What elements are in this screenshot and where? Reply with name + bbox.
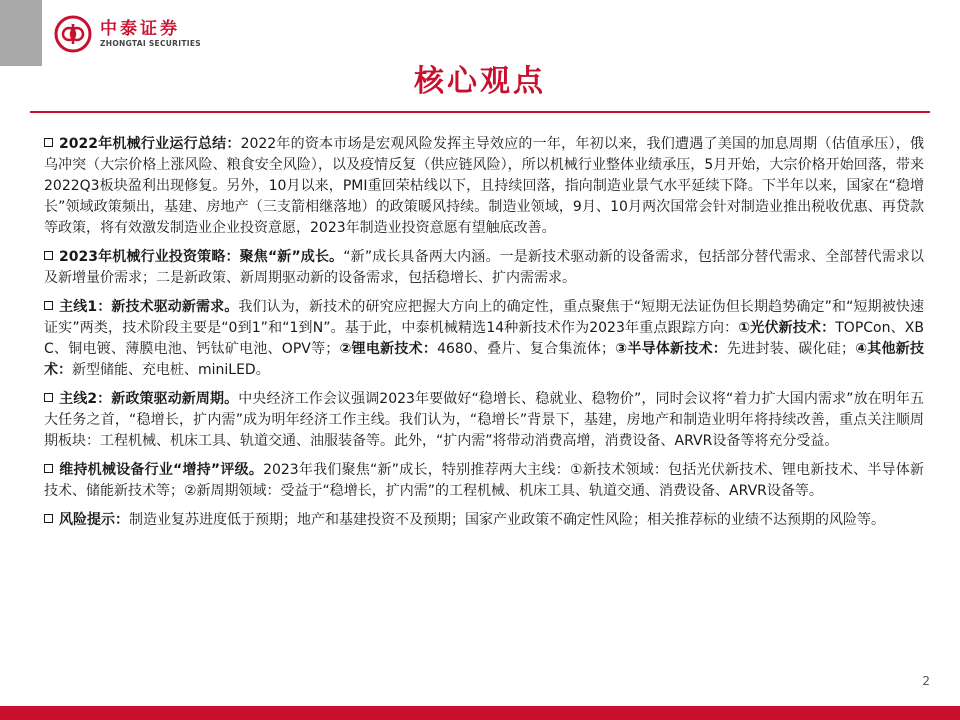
- section-2022-summary: [44, 134, 924, 239]
- title-divider: [30, 111, 930, 113]
- section-lead: 主线2：新政策驱动新周期。: [59, 391, 239, 407]
- section-lead: 2023年机械行业投资策略：聚焦“新”成长。: [59, 249, 344, 265]
- tech-category-pv: ①光伏新技术：: [738, 320, 836, 336]
- section-body-part: 先进封装、碳化硅；: [727, 341, 855, 357]
- square-bullet-icon: [44, 251, 53, 260]
- section-2023-strategy: [44, 247, 924, 289]
- tech-category-semiconductor: ③半导体新技术：: [615, 341, 728, 357]
- square-bullet-icon: [44, 138, 53, 147]
- section-body: 制造业复苏进度低于预期；地产和基建投资不及预期；国家产业政策不确定性风险；相关推荐标的业绩不达预期的风险等。: [129, 512, 885, 528]
- section-body: 中央经济工作会议强调2023年要做好“稳增长、稳就业、稳物价”，同时会议将“着力扩大国内需求”放在明年五大任务之首，“稳增长，扩内需”成为明年经济工作主线。我们认为，“稳增长”背景下，基建，房地产和制造业明年将持续改善，重点关注顺周期板块：工程机械、机床工具、轨道交通、油服装备等。此外，“扩内需”将带动消费高增，消费设备、ARVR设备等将充分受益。: [44, 391, 924, 449]
- section-body-part: 新型储能、充电桩、miniLED。: [72, 362, 270, 378]
- logo-chinese-name: 中泰证券: [100, 19, 180, 39]
- page-number: 2: [922, 674, 930, 688]
- section-risk: [44, 510, 924, 531]
- section-lead: 2022年机械行业运行总结：: [59, 136, 241, 152]
- section-rating: [44, 460, 924, 502]
- square-bullet-icon: [44, 514, 53, 523]
- company-logo: [54, 14, 201, 54]
- tech-category-other: ④其他新技术：: [44, 341, 924, 378]
- tech-category-lithium: ②锂电新技术：: [339, 341, 438, 357]
- square-bullet-icon: [44, 301, 53, 310]
- section-lead: 维持机械设备行业“增持”评级。: [59, 462, 264, 478]
- section-body: “新”成长具备两大内涵。一是新技术驱动新的设备需求，包括部分替代需求、全部替代需求以及新增量价需求；二是新政策、新周期驱动新的设备需求，包括稳增长、扩内需需求。: [44, 249, 924, 286]
- section-body-part: 4680、叠片、复合集流体；: [437, 341, 616, 357]
- section-lead: 风险提示：: [59, 512, 129, 528]
- section-mainline-2: [44, 389, 924, 452]
- section-mainline-1: [44, 297, 924, 381]
- footer-bar: [0, 706, 960, 720]
- logo-english-name: ZHONGTAI SECURITIES: [100, 39, 201, 48]
- square-bullet-icon: [44, 393, 53, 402]
- header-accent-bar: [0, 0, 42, 66]
- section-body-part: 我们认为，新技术的研究应把握大方向上的确定性，重点聚焦于“短期无法证伪但长期趋势确定”和“短期被快速证实”两类，技术阶段主要是“0到1”和“1到N”。基于此，中泰机械精选14种新技术作为2023年重点跟踪方向：: [44, 299, 924, 336]
- square-bullet-icon: [44, 464, 53, 473]
- section-body-part: TOPCon、XBC、铜电镀、薄膜电池、钙钛矿电池、OPV等；: [44, 320, 924, 357]
- section-body: 2023年我们聚焦“新”成长，特别推荐两大主线：①新技术领域：包括光伏新技术、锂电新技术、半导体新技术、储能新技术等；②新周期领域：受益于“稳增长，扩内需”的工程机械、机床工具、轨道交通、消费设备、ARVR设备等。: [44, 462, 925, 499]
- logo-mark-icon: [54, 15, 92, 53]
- content-body: [44, 134, 924, 539]
- page-title: 核心观点: [414, 64, 546, 99]
- section-body: 2022年的资本市场是宏观风险发挥主导效应的一年，年初以来，我们遭遇了美国的加息周期（估值承压），俄乌冲突（大宗价格上涨风险、粮食安全风险），以及疫情反复（供应链风险），所以机械行业整体业绩承压，5月开始，大宗价格开始回落，带来2022Q3板块盈利出现修复。另外，10月以来，PMI重回荣枯线以下，且持续回落，指向制造业景气水平延续下降。下半年以来，国家在“稳增长”领域政策频出，基建、房地产（三支箭相继落地）的政策暖风持续。制造业领域，9月、10月两次国常会针对制造业推出税收优惠、再贷款等政策，将有效激发制造业企业投资意愿，2023年制造业投资意愿有望触底改善。: [44, 136, 924, 236]
- section-lead: 主线1：新技术驱动新需求。: [59, 299, 239, 315]
